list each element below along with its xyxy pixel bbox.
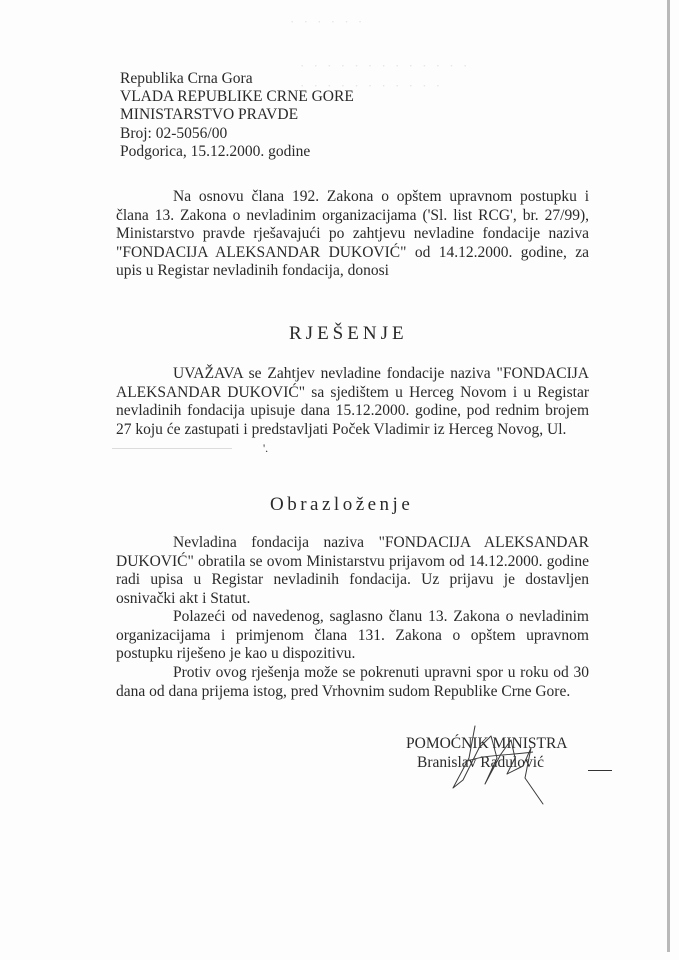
bleed-through-text: · · · · · · · · · · · (300, 78, 444, 93)
reasoning-paragraph-2 (116, 608, 589, 664)
preamble-paragraph (116, 188, 589, 281)
country-line: Republika Crna Gora (120, 70, 253, 87)
signatory-name: Branislav Radulović (417, 754, 544, 771)
reasoning-text-1: Nevladina fondacija naziva "FONDACIJA ALEKSANDAR DUKOVIĆ" obratila se ovom Ministarstvu prijavom od 14.12.2000. godine radi upisa u Registar nevladinih fondacija. Uz prijavu je dostavljen osnivački akt i Statut. (116, 534, 589, 607)
reference-number: Broj: 02-5056/00 (120, 124, 228, 142)
ministry-line: MINISTARSTVO PRAVDE (120, 106, 299, 124)
place-and-date: Podgorica, 15.12.2000. godine (120, 142, 311, 160)
scan-edge-line (667, 0, 670, 952)
reasoning-paragraph-1 (116, 534, 589, 608)
signature-dash (588, 770, 612, 771)
reasoning-heading: Obrazloženje (270, 494, 414, 515)
bleed-through-text: · · · · · · · · · · · · · (300, 58, 471, 73)
decision-text: UVAŽAVA se Zahtjev nevladine fondacije naziva "FONDACIJA ALEKSANDAR DUKOVIĆ" sa sjedištem u Herceg Novom i u Registar nevladinih fondacija upisuje dana 15.12.2000. godine, pod rednim brojem 27 koju će zastupati i predstavljati Poček Vladimir iz Herceg Novog, Ul. (116, 365, 589, 438)
decision-paragraph (116, 365, 589, 439)
government-line: VLADA REPUBLIKE CRNE GORE (120, 88, 354, 106)
decision-heading: RJEŠENJE (289, 323, 408, 344)
letterhead (120, 70, 354, 161)
handwritten-signature-icon (445, 718, 555, 808)
signatory-title: POMOĆNIK MINISTRA (406, 735, 568, 752)
reasoning-paragraph-3 (116, 664, 589, 701)
bleed-through-text: · · · · · · (290, 14, 366, 29)
stray-mark: '. (263, 441, 269, 455)
faint-rule (112, 448, 232, 449)
preamble-text: Na osnovu člana 192. Zakona o opštem upravnom postupku i člana 13. Zakona o nevladinim organizacijama ('Sl. list RCG', br. 27/99), Ministarstvo pravde rješavajući po zahtjevu nevladine fondacije naziva "FONDACIJA ALEKSANDAR DUKOVIĆ" od 14.12.2000. godine, za upis u Registar nevladinih fondacija, donosi (116, 188, 589, 279)
reasoning-text-2: Polazeći od navedenog, saglasno članu 13. Zakona o nevladinim organizacijama i primjenom člana 131. Zakona o opštem upravnom postupku riješeno je kao u dispozitivu. (116, 608, 589, 662)
reasoning-text-3: Protiv ovog rješenja može se pokrenuti upravni spor u roku od 30 dana od dana prijema istog, pred Vrhovnim sudom Republike Crne Gore. (116, 664, 589, 700)
